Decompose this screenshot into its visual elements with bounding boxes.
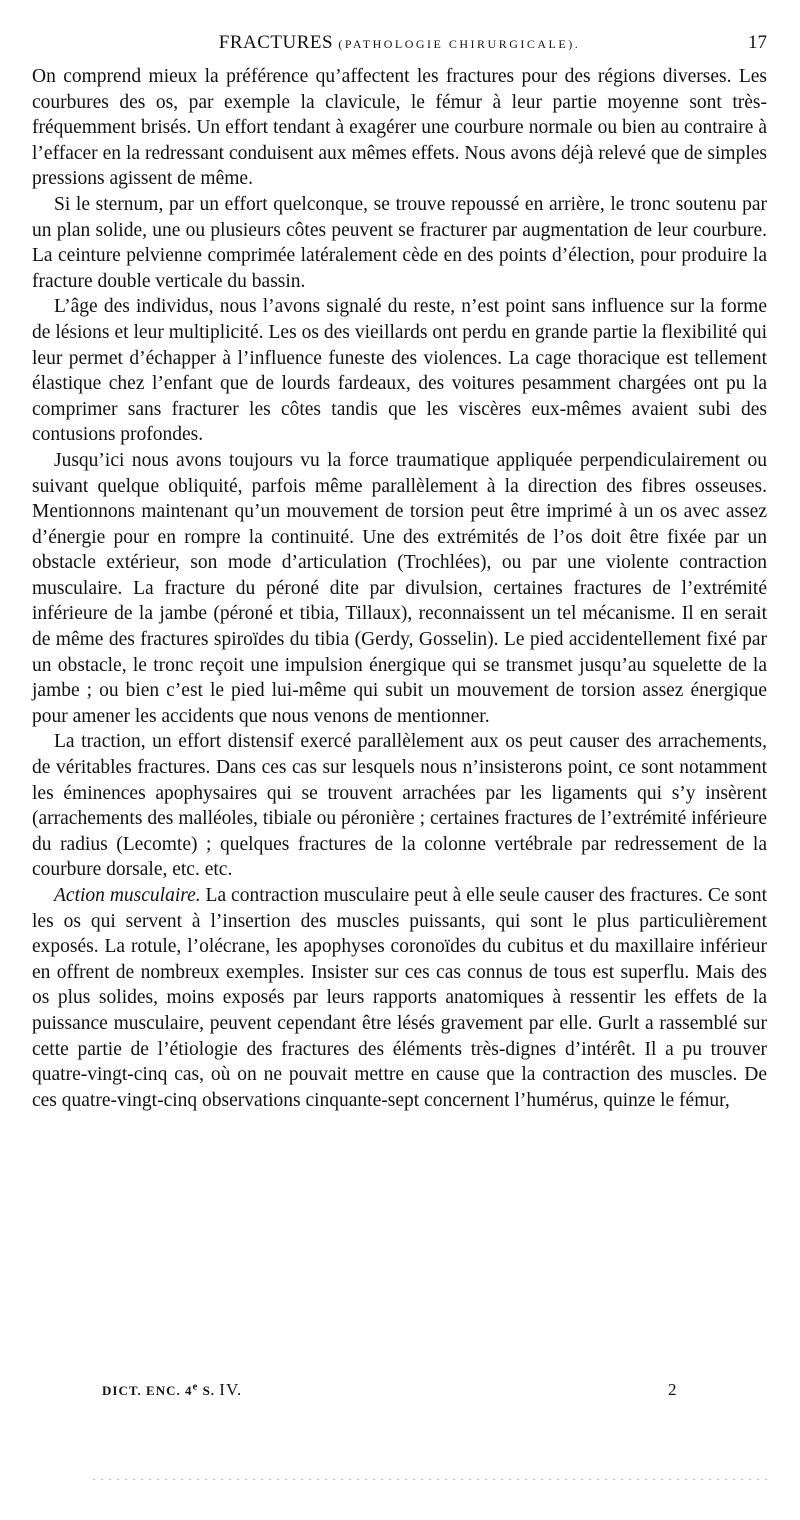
paragraph: L’âge des individus, nous l’avons signalé du reste, n’est point sans influence sur la forme de lésions et leur multiplicité. Les os des vieillards ont perdu en grande partie la flexibilité qui leur permet d’échapper à l’influence funeste des violences. La cage thoracique est tellement élastique chez l’enfant que de lourds fardeaux, des voitures pesamment chargées ont pu la comprimer sans fracturer les côtes tandis que les viscères eux-mêmes avaient subi des contusions profondes. — [32, 296, 767, 446]
running-title-main: FRACTURES — [218, 32, 334, 53]
page-number: 17 — [748, 32, 767, 53]
signature-text: DICT. ENC. 4 — [102, 1383, 193, 1398]
paragraph: Si le sternum, par un effort quelconque, se trouve repoussé en arrière, le tronc soutenu par un plan solide, une ou plusieurs côtes peuvent se fracturer par augmentation de leur courbure. La ceinture pelvienne comprimée latéralement cède en des points d’élection, pour produire la fracture double verticale du bassin. — [32, 193, 767, 292]
signature-volume: IV. — [219, 1380, 243, 1399]
paragraph: Jusqu’ici nous avons toujours vu la force traumatique appliquée perpendiculairement ou suivant quelque obliquité, parfois même parallèlement à la direction des fibres osseuses. Mentionnons maintenant qu’un mouvement de torsion peut être imprimé à un os avec assez d’énergie pour en rompre la continuité. Une des extrémités de l’os doit être fixée par un obstacle extérieur, son mode d’articulation (Trochlées), ou par une violente contraction musculaire. La fracture du péroné dite par divulsion, certaines fractures de l’extrémité inférieure de la jambe (péroné et tibia, Tillaux), reconnaissent un tel mécanisme. Il en serait de même des fractures spiroïdes du tibia (Gerdy, Gosselin). Le pied accidentellement fixé par un obstacle, le tronc reçoit une impulsion énergique qui se transmet jusqu’au squelette de la jambe ; ou bien c’est le pied lui-même qui subit un mouvement de torsion assez énergique pour amener les accidents que nous venons de mentionner. — [32, 449, 767, 727]
paragraph: On comprend mieux la préférence qu’affectent les fractures pour des régions diverses. Les courbures des os, par exemple la clavicule, le fémur à leur partie moyenne sont très-fréquemment brisés. Un effort tendant à exagérer une courbure normale ou bien au contraire à l’effacer en la redressant conduisent aux mêmes effets. Nous avons déjà relevé que de simples pressions agissent de même. — [32, 66, 767, 190]
paragraph-action-musculaire — [32, 883, 767, 1113]
show-through-bleed — [90, 1478, 770, 1481]
signature-series: S. — [202, 1383, 220, 1398]
body-text — [32, 64, 767, 1113]
signature-mark — [102, 1380, 242, 1400]
signature-superscript: e — [192, 1380, 199, 1393]
paragraph: La traction, un effort distensif exercé parallèlement aux os peut causer des arrachements, de véritables fractures. Dans ces cas sur lesquels nous n’insisterons point, ce sont notamment les éminences apophysaires qui se trouvent arrachées par les ligaments qui s’y insèrent (arrachements des malléoles, tibiale ou péronière ; certaines fractures de l’extrémité inférieure du radius (Lecomte) ; quelques fractures de la colonne vertébrale par redressement de la courbure dorsale, etc. etc. — [32, 731, 767, 881]
running-head — [32, 30, 767, 60]
running-title-subtitle: (PATHOLOGIE CHIRURGICALE). — [338, 37, 581, 51]
footer — [32, 1380, 767, 1404]
sheet-number: 2 — [668, 1380, 678, 1399]
section-lead: Action musculaire. — [54, 885, 201, 906]
running-title — [32, 32, 767, 54]
section-text: La contraction musculaire peut à elle seule causer des fractures. Ce sont les os qui servent à l’insertion des muscles puissants, qui sont le plus particulièrement exposés. La rotule, l’olécrane, les apophyses coronoïdes du cubitus et du maxillaire inférieur en offrent de nombreux exemples. Insister sur ces cas connus de tous est superflu. Mais des os plus solides, moins exposés par leurs rapports anatomiques à ressentir les effets de la puissance musculaire, peuvent cependant être lésés gravement par elle. Gurlt a rassemblé sur cette partie de l’étiologie des fractures des éléments très-dignes d’intérêt. Il a pu trouver quatre-vingt-cinq cas, où on ne pouvait mettre en cause que la contraction des muscles. De ces quatre-vingt-cinq observations cinquante-sept concernent l’humérus, quinze le fémur, — [32, 885, 767, 1111]
